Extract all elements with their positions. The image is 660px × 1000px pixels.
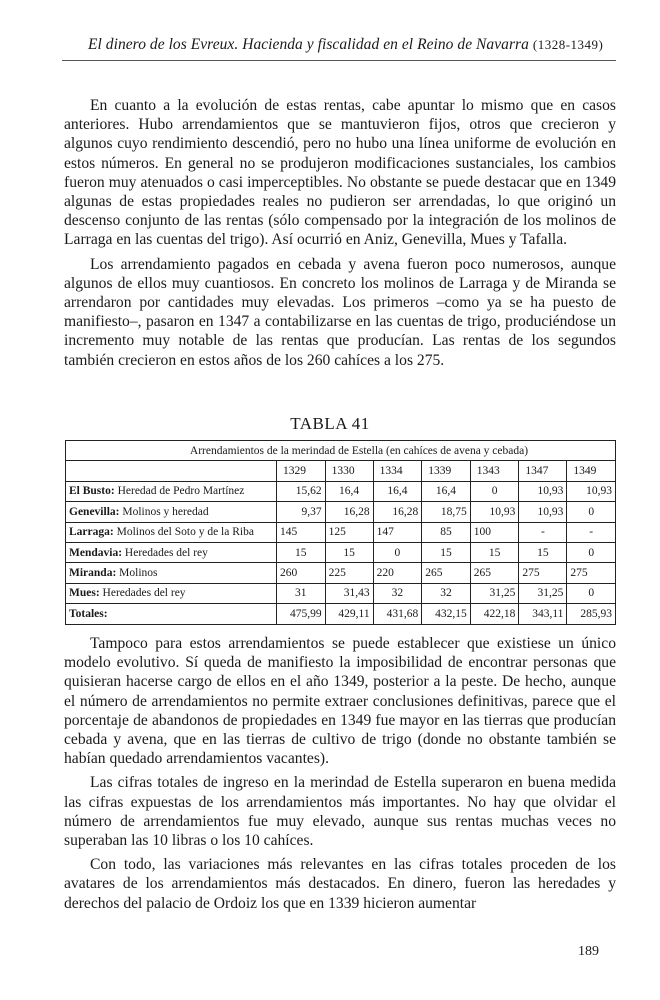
value-cell: 15 (470, 542, 519, 562)
value-cell: 9,37 (277, 502, 326, 522)
value-cell: 260 (277, 563, 326, 583)
value-cell: 32 (422, 583, 471, 603)
value-cell: 31,25 (519, 583, 567, 603)
year-header: 1343 (470, 461, 519, 481)
running-head-years: (1328-1349) (532, 37, 604, 52)
rent-table (65, 440, 616, 625)
table-header-row (66, 461, 616, 481)
value-cell: 147 (373, 522, 422, 542)
page-number: 189 (578, 944, 599, 959)
value-cell: 16,4 (373, 481, 422, 501)
value-cell: 0 (373, 542, 422, 562)
value-cell: 10,93 (519, 502, 567, 522)
year-header: 1330 (325, 461, 373, 481)
running-head (88, 36, 608, 54)
totals-row (66, 604, 616, 624)
value-cell: 15 (422, 542, 471, 562)
table-row (66, 542, 616, 562)
value-cell: 0 (567, 542, 616, 562)
year-header: 1349 (567, 461, 616, 481)
row-label: Larraga: Molinos del Soto y de la Riba (66, 522, 277, 542)
row-label: Mues: Heredades del rey (66, 583, 277, 603)
value-cell: 275 (519, 563, 567, 583)
value-cell: 15 (519, 542, 567, 562)
body-text-before-table (64, 96, 616, 375)
row-label: Genevilla: Molinos y heredad (66, 502, 277, 522)
table-row (66, 583, 616, 603)
table-title-row (66, 441, 616, 461)
year-header: 1339 (422, 461, 471, 481)
value-cell: 10,93 (567, 481, 616, 501)
total-cell: 422,18 (470, 604, 519, 624)
value-cell: 32 (373, 583, 422, 603)
value-cell: 15 (277, 542, 326, 562)
row-label: Miranda: Molinos (66, 563, 277, 583)
value-cell: 265 (470, 563, 519, 583)
table-caption: TABLA 41 (290, 414, 370, 433)
value-cell: - (519, 522, 567, 542)
year-header: 1329 (277, 461, 326, 481)
table-row (66, 522, 616, 542)
value-cell: 15,62 (277, 481, 326, 501)
total-cell: 431,68 (373, 604, 422, 624)
table-row (66, 563, 616, 583)
value-cell: 15 (325, 542, 373, 562)
value-cell: 125 (325, 522, 373, 542)
value-cell: 145 (277, 522, 326, 542)
paragraph: Los arrendamiento pagados en cebada y avena fueron poco numerosos, aunque algunos de ellos muy cuantiosos. En concreto los molinos de Larraga y de Miranda se arrendaron por cantidades muy elevadas. Los primeros –como ya se ha puesto de manifiesto–, pasaron en 1347 a contabilizarse en las cuentas de trigo, produciéndose un incremento muy notable de las rentas que producían. Las rentas de los segundos también crecieron en estos años de los 260 cahíces a los 275. (64, 255, 616, 369)
body-text-after-table (64, 634, 616, 918)
paragraph: En cuanto a la evolución de estas rentas, cabe apuntar lo mismo que en casos anteriores. Hubo arrendamientos que se mantuvieron fijos, otros que crecieron y algunos cuyo rendimiento descendió, pero no hubo una línea uniforme de evolución en estos números. En general no se produjeron modificaciones sustanciales, los cambios fueron muy atenuados o casi imperceptibles. No obstante se puede destacar que en 1349 algunas de estas propiedades reales no pudieron ser arrendadas, lo que originó un descenso conjunto de las rentas (sólo compensado por la integración de los molinos de Larraga en las cuentas del trigo). Así ocurrió en Aniz, Genevilla, Mues y Tafalla. (64, 97, 616, 249)
table-body (66, 481, 616, 603)
value-cell: 275 (567, 563, 616, 583)
value-cell: 16,4 (325, 481, 373, 501)
value-cell: 0 (567, 583, 616, 603)
value-cell: 16,28 (325, 502, 373, 522)
value-cell: 265 (422, 563, 471, 583)
row-label: El Busto: Heredad de Pedro Martínez (66, 481, 277, 501)
value-cell: 18,75 (422, 502, 471, 522)
totals-label: Totales: (66, 604, 277, 624)
total-cell: 432,15 (422, 604, 471, 624)
value-cell: 31,25 (470, 583, 519, 603)
value-cell: 16,28 (373, 502, 422, 522)
value-cell: 225 (325, 563, 373, 583)
running-head-title: El dinero de los Evreux. Hacienda y fiscalidad en el Reino de Navarra (88, 36, 529, 53)
year-header: 1347 (519, 461, 567, 481)
value-cell: 220 (373, 563, 422, 583)
table-title: Arrendamientos de la merindad de Estella (en cahíces de avena y cebada) (66, 441, 616, 461)
value-cell: 16,4 (422, 481, 471, 501)
paragraph: Con todo, las variaciones más relevantes en las cifras totales proceden de los avatares de los arrendamientos más destacados. En dinero, fueron las heredades y derechos del palacio de Ordoiz los que en 1339 hicieron aumentar (64, 856, 616, 912)
value-cell: 85 (422, 522, 471, 542)
paragraph: Las cifras totales de ingreso en la merindad de Estella superaron en buena medida las cifras expuestas de los arrendamientos más importantes. No hay que olvidar el número de arrendamientos fue muy elevado, aunque sus rentas muchas veces no superaban las 10 libras o los 10 cahíces. (64, 774, 616, 850)
total-cell: 343,11 (519, 604, 567, 624)
total-cell: 475,99 (277, 604, 326, 624)
total-cell: 285,93 (567, 604, 616, 624)
value-cell: 0 (470, 481, 519, 501)
table-row (66, 481, 616, 501)
paragraph: Tampoco para estos arrendamientos se puede establecer que existiese un único modelo evolutivo. Sí queda de manifiesto la imposibilidad de encontrar personas que quisieran hacerse cargo de ellos en el año 1349, posterior a la peste. De hecho, aunque el número de arrendamientos no permite extraer conclusiones definitivas, parece que el porcentaje de abandonos de propiedades en 1349 fue mayor en las tierras que producían cebada y avena, que en las tierras de cultivo de trigo (donde no obstante también se habían quedado arrendamientos vacantes). (64, 635, 616, 768)
value-cell: 0 (567, 502, 616, 522)
value-cell: 10,93 (519, 481, 567, 501)
header-blank-cell (66, 461, 277, 481)
table-row (66, 502, 616, 522)
year-header: 1334 (373, 461, 422, 481)
value-cell: 31,43 (325, 583, 373, 603)
value-cell: - (567, 522, 616, 542)
total-cell: 429,11 (325, 604, 373, 624)
row-label: Mendavia: Heredades del rey (66, 542, 277, 562)
value-cell: 31 (277, 583, 326, 603)
value-cell: 10,93 (470, 502, 519, 522)
value-cell: 100 (470, 522, 519, 542)
header-rule (62, 60, 616, 61)
